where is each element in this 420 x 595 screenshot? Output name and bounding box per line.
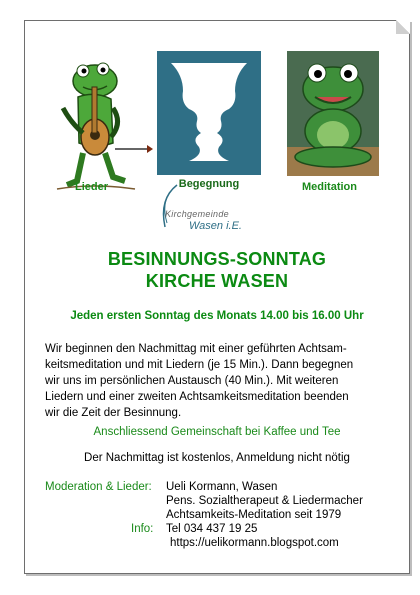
description-line: wir uns im persönlichen Austausch (40 Min.). Mit weiteren bbox=[45, 375, 339, 387]
description-line: keitsmeditation und mit Liedern (je 15 Min.). Dann begegnen bbox=[45, 359, 354, 371]
lieder-caption: Lieder bbox=[75, 181, 109, 193]
page-fold bbox=[396, 20, 410, 34]
flyer-sheet bbox=[24, 20, 410, 574]
title-line1: BESINNUNGS-SONNTAG bbox=[107, 249, 327, 269]
rubin-vase-illustration bbox=[157, 51, 261, 195]
moderation-line: Ueli Kormann, Wasen bbox=[166, 481, 278, 493]
church-logo-mark bbox=[151, 181, 181, 231]
description-line: wir die Zeit der Besinnung. bbox=[45, 407, 182, 419]
website-link[interactable]: https://uelikormann.blogspot.com bbox=[170, 537, 339, 549]
moderation-line: Achtsamkeits-Meditation seit 1979 bbox=[166, 509, 342, 521]
guitar-frog-illustration bbox=[43, 53, 153, 198]
moderation-line: Pens. Sozialtherapeut & Liedermacher bbox=[166, 495, 363, 507]
meditation-caption: Meditation bbox=[302, 181, 357, 193]
description-line: Liedern und einer zweiten Achtsamkeitsmeditation beenden bbox=[45, 391, 349, 403]
begegnung-caption: Begegnung bbox=[178, 178, 240, 190]
logo-line2: Wasen i.E. bbox=[189, 220, 242, 232]
moderation-details bbox=[166, 480, 363, 522]
moderation-label: Moderation & Lieder: bbox=[45, 481, 152, 493]
title-line2: KIRCHE WASEN bbox=[145, 271, 289, 291]
meditation-frog-illustration bbox=[287, 51, 379, 176]
phone-number: Tel 034 437 19 25 bbox=[166, 523, 258, 535]
logo-line1: Kirchgemeinde bbox=[165, 209, 229, 219]
description bbox=[45, 341, 390, 421]
schedule-subtitle: Jeden ersten Sonntag des Monats 14.00 bis 16.00 Uhr bbox=[70, 310, 364, 322]
fellowship-note: Anschliessend Gemeinschaft bei Kaffee und Tee bbox=[93, 426, 341, 438]
info-label: Info: bbox=[131, 523, 154, 535]
cost-note: Der Nachmittag ist kostenlos, Anmeldung nicht nötig bbox=[84, 452, 350, 464]
description-line: Wir beginnen den Nachmittag mit einer geführten Achtsam- bbox=[45, 343, 347, 355]
